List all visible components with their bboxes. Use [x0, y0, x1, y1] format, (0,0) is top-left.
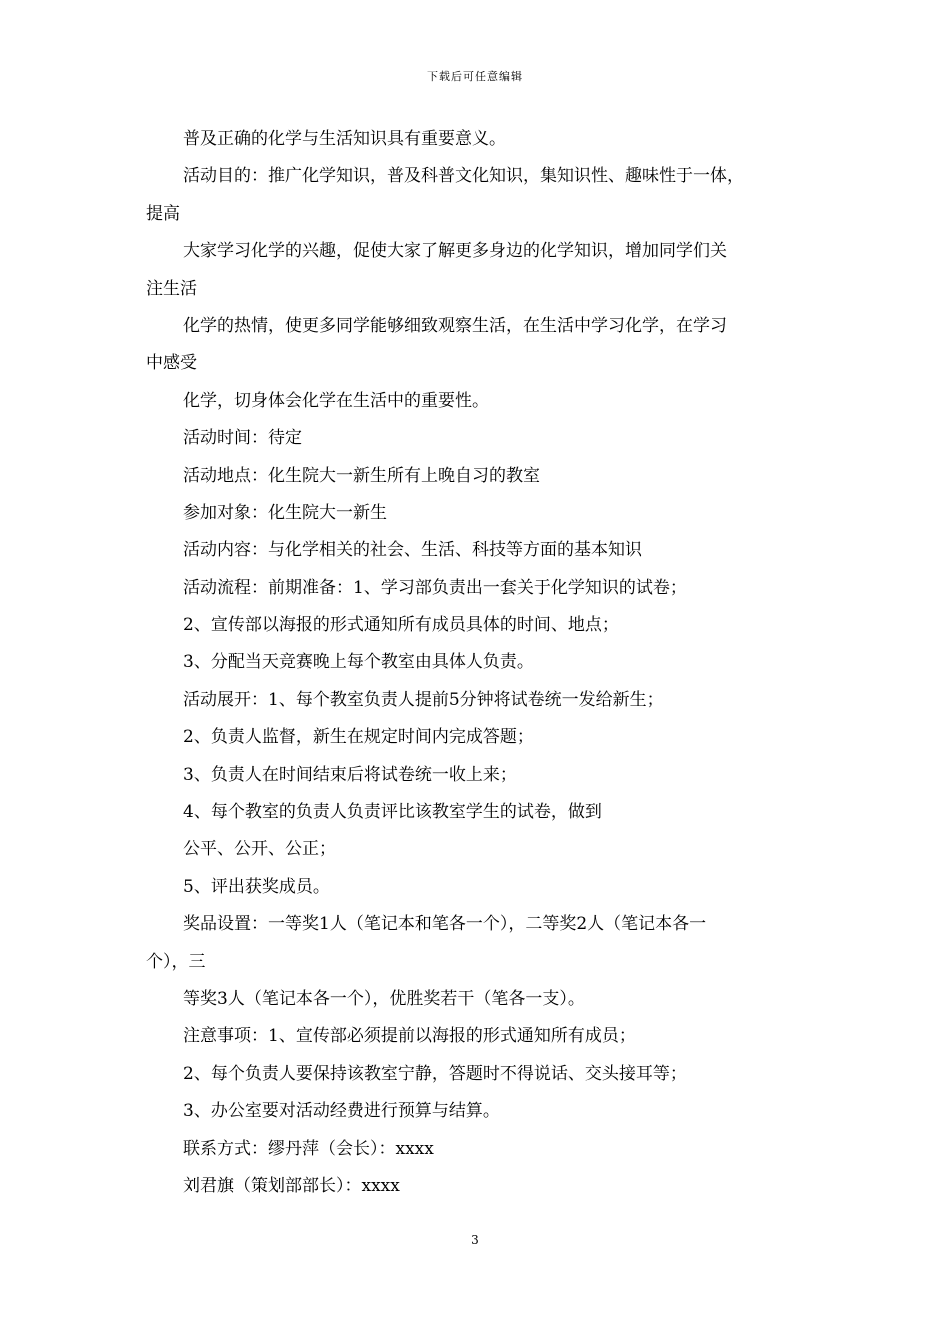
text-line: 刘君旗（策划部部长）：xxxx [183, 1175, 400, 1196]
text-line: 等奖3人（笔记本各一个），优胜奖若干（笔各一支）。 [183, 988, 585, 1009]
page-header-note: 下载后可任意编辑 [427, 70, 523, 83]
text-line: 活动内容：与化学相关的社会、生活、科技等方面的基本知识 [183, 540, 642, 561]
text-line: 中感受 [146, 353, 197, 374]
text-line: 3、负责人在时间结束后将试卷统一收上来； [183, 764, 517, 785]
document-body [146, 121, 816, 1205]
text-line: 注生活 [146, 278, 197, 299]
text-line: 提高 [146, 203, 180, 224]
text-line: 联系方式：缪丹萍（会长）：xxxx [183, 1138, 434, 1159]
text-line: 化学的热情，使更多同学能够细致观察生活，在生活中学习化学，在学习 [183, 315, 727, 336]
text-line: 奖品设置：一等奖1人（笔记本和笔各一个），二等奖2人（笔记本各一 [183, 914, 707, 935]
text-line: 活动展开：1、每个教室负责人提前5分钟将试卷统一发给新生； [183, 689, 664, 710]
text-line: 2、宣传部以海报的形式通知所有成员具体的时间、地点； [183, 615, 619, 636]
text-line: 注意事项：1、宣传部必须提前以海报的形式通知所有成员； [183, 1026, 636, 1047]
text-line: 活动地点：化生院大一新生所有上晚自习的教室 [183, 465, 540, 486]
text-line: 参加对象：化生院大一新生 [183, 502, 387, 523]
text-line: 活动目的：推广化学知识，普及科普文化知识，集知识性、趣味性于一体， [183, 166, 744, 187]
text-line: 个），三 [146, 951, 206, 972]
text-line: 普及正确的化学与生活知识具有重要意义。 [183, 129, 506, 149]
text-line: 4、每个教室的负责人负责评比该教室学生的试卷，做到 [183, 802, 602, 823]
text-line: 2、每个负责人要保持该教室宁静，答题时不得说话、交头接耳等； [183, 1063, 687, 1084]
text-line: 5、评出获奖成员。 [183, 876, 330, 897]
text-line: 化学，切身体会化学在生活中的重要性。 [183, 390, 489, 411]
text-line: 2、负责人监督，新生在规定时间内完成答题； [183, 727, 534, 748]
text-line: 公平、公开、公正； [183, 839, 336, 860]
text-line: 大家学习化学的兴趣，促使大家了解更多身边的化学知识，增加同学们关 [183, 241, 727, 262]
text-line: 3、办公室要对活动经费进行预算与结算。 [183, 1101, 500, 1122]
text-line: 活动时间：待定 [183, 428, 302, 449]
text-line: 活动流程：前期准备：1、学习部负责出一套关于化学知识的试卷； [183, 577, 687, 598]
text-line: 3、分配当天竞赛晚上每个教室由具体人负责。 [183, 652, 534, 673]
page-number: 3 [471, 1233, 479, 1247]
